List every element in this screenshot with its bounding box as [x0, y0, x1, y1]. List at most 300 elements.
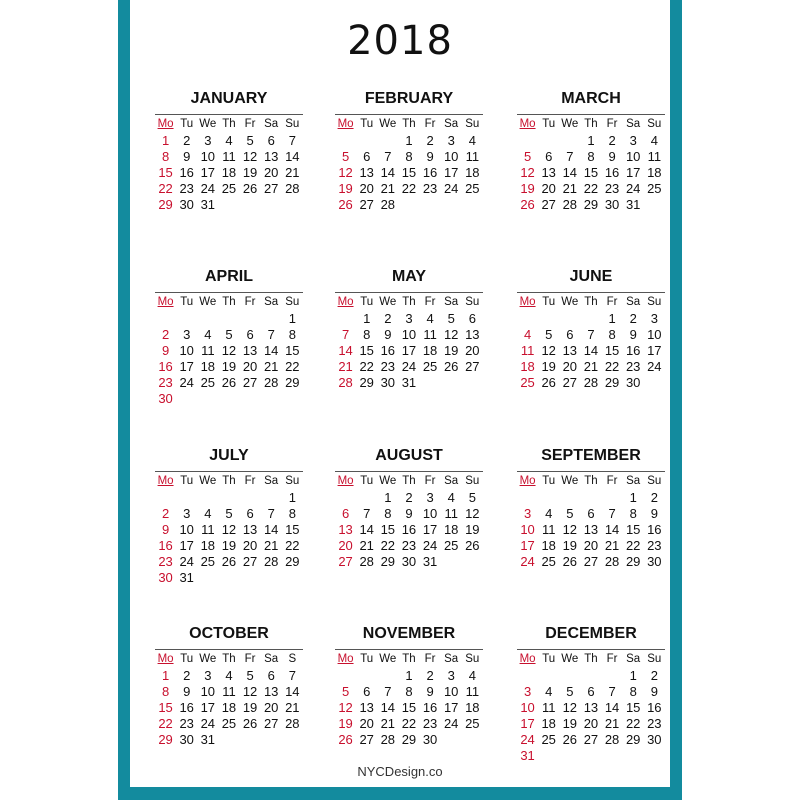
month-title: SEPTEMBER [541, 447, 641, 464]
weekday-header: Mo [337, 296, 354, 308]
month-december [517, 623, 665, 764]
day-cell: 6 [468, 311, 476, 326]
day-cell: 30 [422, 732, 438, 747]
day-cell: 6 [545, 149, 553, 164]
day-cell: 24 [422, 538, 438, 553]
day-cell: 6 [363, 684, 371, 699]
week-row [335, 181, 483, 197]
day-cell: 26 [338, 197, 353, 212]
day-cell: 24 [200, 181, 216, 196]
day-cell: 12 [221, 343, 237, 358]
day-cell: 14 [338, 343, 353, 358]
week-row [517, 359, 665, 375]
day-cell [240, 391, 261, 407]
day-cell [441, 375, 462, 391]
week-row [335, 375, 483, 391]
day-cell: 14 [359, 522, 374, 537]
day-cell: 27 [242, 554, 258, 569]
day-cell [176, 391, 197, 407]
day-cell: 26 [541, 375, 556, 390]
month-june [517, 266, 665, 391]
month-november [335, 623, 483, 748]
day-cell [602, 490, 623, 506]
weekday-header: We [561, 653, 579, 665]
day-cell [197, 311, 218, 327]
weekday-header: Sa [264, 296, 279, 308]
week-row [335, 327, 483, 343]
footer-credit: NYCDesign.co [357, 764, 443, 779]
day-cell: 22 [158, 716, 173, 731]
day-cell: 17 [200, 700, 216, 715]
day-cell: 31 [200, 732, 216, 747]
day-cell: 23 [179, 181, 194, 196]
month-may [335, 266, 483, 391]
day-cell: 15 [158, 700, 173, 715]
day-cell: 28 [285, 716, 300, 731]
day-cell: 25 [465, 716, 480, 731]
day-cell: 6 [267, 133, 275, 148]
week-row [155, 716, 303, 732]
day-cell: 5 [246, 133, 254, 148]
day-cell: 19 [221, 538, 237, 553]
day-cell: 23 [158, 554, 173, 569]
day-cell [517, 133, 538, 149]
day-cell: 16 [647, 522, 662, 537]
day-cell: 25 [221, 716, 237, 731]
weekday-header: Sa [444, 475, 459, 487]
day-cell: 11 [647, 149, 662, 164]
day-cell: 29 [285, 375, 300, 390]
weekday-header: Fr [424, 653, 436, 665]
day-cell: 6 [363, 149, 371, 164]
day-cell: 22 [401, 181, 417, 196]
weekday-header: Fr [606, 653, 618, 665]
day-cell: 14 [380, 165, 396, 180]
day-cell: 26 [242, 716, 258, 731]
day-cell: 28 [359, 554, 374, 569]
day-cell: 27 [338, 554, 353, 569]
weekday-header: Th [402, 653, 416, 665]
day-cell: 24 [179, 554, 194, 569]
day-cell: 26 [465, 538, 480, 553]
week-row [517, 748, 665, 764]
day-cell: 31 [401, 375, 417, 390]
day-cell: 13 [359, 165, 374, 180]
weekday-header: Mo [337, 118, 354, 130]
week-row [155, 133, 303, 149]
day-cell: 17 [200, 165, 216, 180]
day-cell: 20 [541, 181, 556, 196]
day-cell: 16 [422, 700, 438, 715]
weekday-header: We [199, 475, 217, 487]
weekday-header: Th [584, 475, 598, 487]
week-row [517, 181, 665, 197]
day-cell: 17 [443, 700, 459, 715]
day-cell: 1 [288, 311, 296, 326]
day-cell [155, 311, 176, 327]
day-cell: 28 [562, 197, 578, 212]
weekday-header: Tu [180, 118, 194, 130]
day-cell: 3 [523, 684, 532, 699]
day-cell: 5 [225, 327, 233, 342]
day-cell: 6 [267, 668, 275, 683]
week-row [155, 570, 303, 586]
day-cell: 13 [541, 165, 556, 180]
week-row [517, 327, 665, 343]
month-title: NOVEMBER [362, 625, 456, 642]
weekday-header: Su [647, 475, 662, 487]
day-cell: 29 [285, 554, 300, 569]
day-cell: 22 [158, 181, 173, 196]
day-cell [398, 197, 419, 213]
weekday-header: Sa [264, 118, 279, 130]
weekday-header: Fr [606, 475, 618, 487]
day-cell: 8 [629, 684, 637, 699]
day-cell: 12 [338, 165, 353, 180]
day-cell: 8 [161, 149, 170, 164]
day-cell: 30 [647, 732, 662, 747]
day-cell [240, 732, 261, 748]
day-cell: 10 [520, 522, 535, 537]
day-cell [197, 490, 218, 506]
day-cell: 14 [604, 522, 620, 537]
day-cell: 12 [465, 506, 480, 521]
day-cell: 11 [465, 684, 480, 699]
week-row [335, 311, 483, 327]
day-cell: 8 [608, 327, 616, 342]
day-cell: 5 [225, 506, 233, 521]
weekday-header-row [517, 114, 665, 133]
weekday-header: Th [222, 118, 236, 130]
day-cell: 25 [221, 181, 237, 196]
weekday-header: Tu [360, 118, 374, 130]
day-cell [462, 554, 483, 570]
weekday-header-row [517, 649, 665, 668]
week-row [155, 197, 303, 213]
day-cell: 7 [566, 149, 574, 164]
day-cell: 2 [426, 133, 434, 148]
day-cell: 2 [161, 327, 170, 342]
weekday-header: Tu [180, 653, 194, 665]
day-cell: 7 [384, 684, 392, 699]
day-cell: 19 [338, 181, 353, 196]
day-cell: 18 [465, 700, 480, 715]
week-row [517, 538, 665, 554]
day-cell: 13 [465, 327, 480, 342]
weekday-header: We [561, 118, 579, 130]
weekday-header-row [335, 114, 483, 133]
day-cell: 2 [405, 490, 413, 505]
day-cell: 15 [604, 343, 620, 358]
day-cell: 20 [263, 700, 279, 715]
day-cell [517, 668, 538, 684]
day-cell [218, 490, 239, 506]
weekday-header-row [335, 292, 483, 311]
day-cell [559, 490, 580, 506]
weekday-header: Mo [157, 653, 174, 665]
day-cell: 16 [647, 700, 662, 715]
day-cell: 7 [341, 327, 350, 342]
day-cell: 23 [625, 359, 641, 374]
day-cell: 21 [338, 359, 353, 374]
weekday-header: Fr [244, 296, 256, 308]
day-cell: 4 [204, 506, 212, 521]
week-row [517, 700, 665, 716]
day-cell: 24 [520, 554, 535, 569]
day-cell [261, 570, 282, 586]
weekday-header: Mo [337, 475, 354, 487]
day-cell: 1 [161, 668, 170, 683]
day-cell: 28 [263, 554, 279, 569]
day-cell [559, 748, 580, 764]
day-cell: 6 [341, 506, 350, 521]
day-cell: 17 [443, 165, 459, 180]
week-row [155, 732, 303, 748]
day-cell [580, 490, 601, 506]
day-cell: 2 [426, 668, 434, 683]
day-cell: 30 [401, 554, 417, 569]
weekday-header-row [155, 649, 303, 668]
weekday-header: Su [285, 475, 300, 487]
day-cell: 13 [583, 700, 599, 715]
weekday-header: Mo [519, 653, 536, 665]
day-cell: 10 [179, 522, 194, 537]
day-cell: 7 [288, 133, 296, 148]
day-cell: 15 [401, 165, 417, 180]
day-cell: 16 [179, 700, 194, 715]
day-cell: 5 [341, 149, 350, 164]
week-row [517, 668, 665, 684]
day-cell [335, 668, 356, 684]
day-cell: 24 [443, 716, 459, 731]
day-cell [462, 197, 483, 213]
day-cell [377, 668, 398, 684]
months-grid [130, 0, 670, 787]
weekday-header: Tu [180, 296, 194, 308]
day-cell: 18 [520, 359, 535, 374]
weekday-header: Su [647, 296, 662, 308]
weekday-header: Su [285, 118, 300, 130]
week-row [155, 343, 303, 359]
weekday-header: Th [222, 653, 236, 665]
day-cell [538, 668, 559, 684]
week-row [517, 311, 665, 327]
week-row [335, 538, 483, 554]
weekday-header: Su [465, 475, 480, 487]
day-cell: 9 [608, 149, 616, 164]
day-cell: 31 [179, 570, 194, 585]
day-cell: 23 [179, 716, 194, 731]
day-cell: 20 [338, 538, 353, 553]
day-cell: 18 [541, 716, 556, 731]
day-cell: 24 [179, 375, 194, 390]
weekday-header: Fr [244, 653, 256, 665]
month-july [155, 445, 303, 586]
day-cell: 18 [422, 343, 438, 358]
day-cell: 9 [405, 506, 413, 521]
day-cell: 10 [520, 700, 535, 715]
day-cell: 17 [401, 343, 417, 358]
day-cell: 30 [625, 375, 641, 390]
day-cell: 21 [263, 359, 279, 374]
day-cell: 16 [380, 343, 396, 358]
weekday-header-row [155, 114, 303, 133]
weekday-header: Fr [606, 296, 618, 308]
day-cell: 29 [158, 197, 173, 212]
week-row [517, 684, 665, 700]
day-cell: 26 [221, 554, 237, 569]
year-title: 2018 [347, 18, 453, 64]
day-cell [218, 570, 239, 586]
weekday-header: We [561, 296, 579, 308]
day-cell: 22 [380, 538, 396, 553]
day-cell [261, 197, 282, 213]
day-cell: 16 [625, 343, 641, 358]
day-cell: 30 [158, 391, 173, 406]
day-cell: 29 [158, 732, 173, 747]
weekday-header: Mo [337, 653, 354, 665]
day-cell: 27 [242, 375, 258, 390]
day-cell: 20 [562, 359, 578, 374]
weekday-header: Sa [444, 296, 459, 308]
day-cell: 4 [468, 668, 476, 683]
day-cell: 10 [179, 343, 194, 358]
day-cell: 14 [604, 700, 620, 715]
day-cell: 19 [221, 359, 237, 374]
weekday-header: We [199, 296, 217, 308]
day-cell: 3 [204, 668, 212, 683]
week-row [155, 700, 303, 716]
weekday-header: Th [222, 475, 236, 487]
day-cell: 15 [285, 522, 300, 537]
day-cell: 18 [541, 538, 556, 553]
week-row [517, 133, 665, 149]
day-cell: 25 [200, 554, 216, 569]
day-cell [261, 311, 282, 327]
weekday-header: Tu [542, 475, 556, 487]
week-row [335, 522, 483, 538]
day-cell [261, 391, 282, 407]
weekday-header: Fr [424, 296, 436, 308]
day-cell: 12 [242, 684, 258, 699]
day-cell: 20 [242, 538, 258, 553]
day-cell: 6 [587, 506, 595, 521]
week-row [335, 716, 483, 732]
weekday-header: Th [584, 296, 598, 308]
day-cell: 25 [443, 538, 459, 553]
day-cell: 27 [359, 197, 374, 212]
day-cell: 8 [161, 684, 170, 699]
weekday-header: We [379, 475, 397, 487]
day-cell: 4 [204, 327, 212, 342]
month-title: JANUARY [190, 90, 268, 107]
weekday-header: We [379, 653, 397, 665]
day-cell: 5 [246, 668, 254, 683]
month-october [155, 623, 303, 748]
day-cell [261, 732, 282, 748]
day-cell: 23 [158, 375, 173, 390]
day-cell: 31 [625, 197, 641, 212]
weekday-header: Mo [157, 296, 174, 308]
day-cell: 18 [647, 165, 662, 180]
day-cell: 17 [647, 343, 662, 358]
day-cell: 6 [246, 506, 254, 521]
day-cell: 15 [401, 700, 417, 715]
day-cell: 9 [426, 149, 434, 164]
day-cell [240, 311, 261, 327]
day-cell: 7 [267, 506, 275, 521]
day-cell: 9 [161, 343, 170, 358]
day-cell: 20 [583, 716, 599, 731]
day-cell: 1 [405, 133, 413, 148]
day-cell: 10 [443, 684, 459, 699]
day-cell: 1 [288, 490, 296, 505]
day-cell [176, 311, 197, 327]
weekday-header-row [517, 471, 665, 490]
day-cell: 1 [363, 311, 371, 326]
day-cell: 3 [426, 490, 434, 505]
weekday-header: Th [402, 296, 416, 308]
day-cell [240, 490, 261, 506]
week-row [155, 391, 303, 407]
week-row [155, 490, 303, 506]
weekday-header: Fr [424, 118, 436, 130]
day-cell: 2 [608, 133, 616, 148]
weekday-header: Fr [244, 475, 256, 487]
day-cell [441, 732, 462, 748]
day-cell: 7 [608, 684, 616, 699]
day-cell: 8 [363, 327, 371, 342]
month-title: DECEMBER [545, 625, 637, 642]
day-cell: 15 [380, 522, 396, 537]
day-cell: 21 [604, 716, 620, 731]
weekday-header: Sa [264, 475, 279, 487]
day-cell [335, 133, 356, 149]
day-cell: 11 [201, 522, 215, 537]
day-cell: 8 [629, 506, 637, 521]
day-cell: 19 [242, 165, 258, 180]
weekday-header: Su [647, 118, 662, 130]
day-cell [538, 748, 559, 764]
day-cell: 25 [465, 181, 480, 196]
weekday-header-row [517, 292, 665, 311]
day-cell: 2 [161, 506, 170, 521]
day-cell: 22 [625, 538, 641, 553]
day-cell: 28 [380, 197, 396, 212]
day-cell: 19 [465, 522, 480, 537]
day-cell: 21 [562, 181, 578, 196]
day-cell: 17 [179, 359, 194, 374]
day-cell: 28 [583, 375, 599, 390]
day-cell [580, 311, 601, 327]
day-cell: 13 [242, 522, 258, 537]
month-august [335, 445, 483, 570]
day-cell: 6 [587, 684, 595, 699]
day-cell: 4 [545, 506, 553, 521]
day-cell [218, 197, 239, 213]
day-cell: 8 [405, 684, 413, 699]
day-cell: 30 [179, 197, 194, 212]
week-row [517, 522, 665, 538]
day-cell [356, 133, 377, 149]
weekday-header: We [379, 296, 397, 308]
day-cell: 22 [401, 716, 417, 731]
day-cell: 3 [629, 133, 637, 148]
month-title: JULY [209, 447, 249, 464]
weekday-header: Th [222, 296, 236, 308]
weekday-header: Su [647, 653, 662, 665]
day-cell: 5 [447, 311, 455, 326]
